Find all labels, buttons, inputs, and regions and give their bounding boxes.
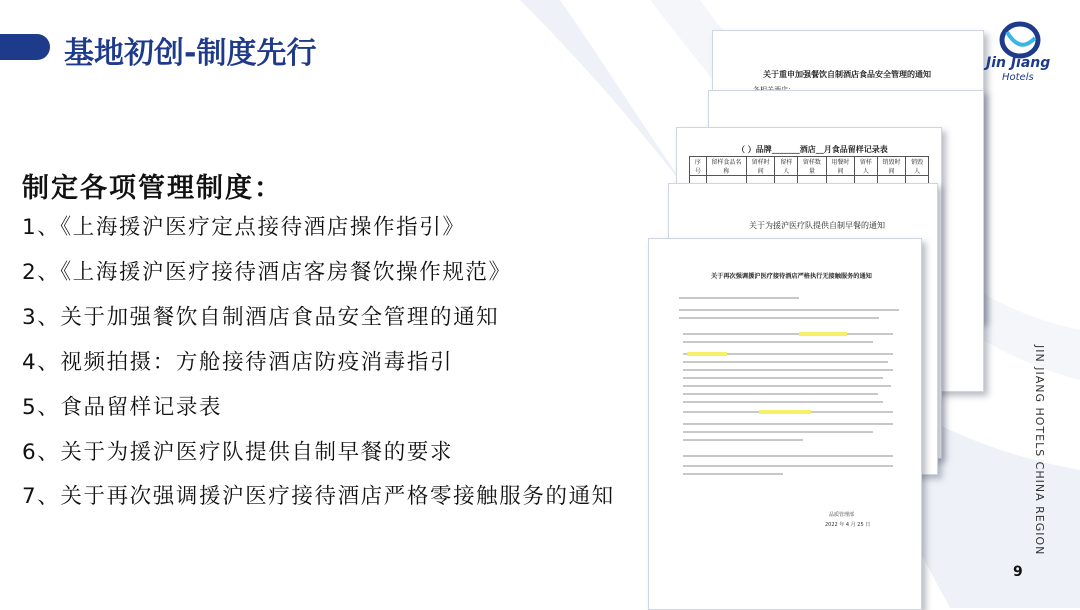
document-date: 2022 年 4 月 25 日 — [825, 522, 871, 528]
list-item: 1、《上海援沪医疗定点接待酒店操作指引》 — [22, 215, 466, 240]
page-number: 9 — [1013, 564, 1023, 580]
document-title: 关于重申加强餐饮自制酒店食品安全管理的通知 — [763, 70, 931, 79]
table-header: 留样时间 — [746, 157, 774, 176]
list-item: 2、《上海援沪医疗接待酒店客房餐饮操作规范》 — [22, 260, 512, 285]
table-header: 留样数量 — [798, 157, 826, 176]
table-header: 销毁时间 — [877, 157, 905, 176]
logo-subtitle: Hotels — [1002, 72, 1034, 83]
table-header: 用餐时间 — [826, 157, 854, 176]
document-signature: 品质管理部 — [829, 512, 855, 518]
list-item: 5、食品留样记录表 — [22, 395, 223, 420]
document-title: 关于再次强调援沪医疗接待酒店严格执行无接触服务的通知 — [711, 273, 872, 280]
table-header: 留样人 — [855, 157, 878, 176]
title-accent-bar — [0, 34, 50, 60]
section-heading: 制定各项管理制度： — [22, 173, 283, 204]
policy-list — [22, 205, 622, 519]
document-zero-contact-notice — [648, 238, 922, 610]
list-item: 6、关于为援沪医疗队提供自制早餐的要求 — [22, 440, 454, 465]
list-item: 4、视频拍摄：方舱接待酒店防疫消毒指引 — [22, 350, 454, 375]
list-item: 7、关于再次强调援沪医疗接待酒店严格零接触服务的通知 — [22, 484, 615, 509]
slide-title: 基地初创-制度先行 — [64, 36, 317, 71]
document-title: 关于为援沪医疗队提供自制早餐的通知 — [749, 221, 885, 230]
document-title: （ ）品牌_______酒店__月食品留样记录表 — [737, 145, 888, 154]
vertical-brand-text: JIN JIANG HOTELS CHINA REGION — [1033, 345, 1046, 556]
table-header: 序号 — [690, 157, 707, 176]
table-header: 留样人 — [775, 157, 798, 176]
table-header: 留样食品名称 — [706, 157, 746, 176]
list-item: 3、关于加强餐饮自制酒店食品安全管理的通知 — [22, 305, 500, 330]
table-header: 销毁人 — [906, 157, 929, 176]
logo-wordmark: Jin Jiang — [986, 55, 1051, 71]
